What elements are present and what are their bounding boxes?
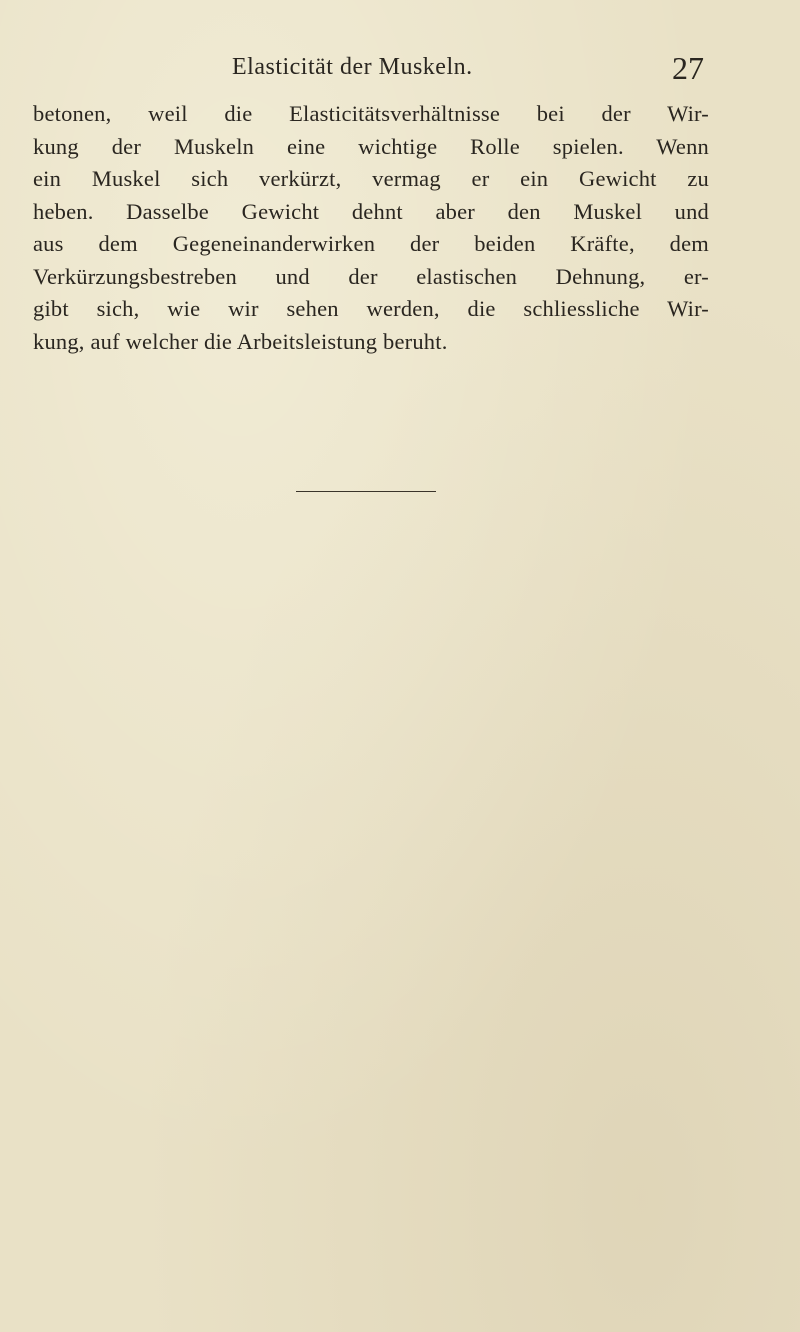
text-line: betonen, weil die Elasticitätsverhältnisse bei der Wir- (33, 101, 709, 126)
section-divider (296, 491, 436, 492)
page-number: 27 (672, 50, 704, 86)
running-header (0, 50, 800, 90)
text-line: heben. Dasselbe Gewicht dehnt aber den Muskel und (33, 198, 709, 224)
text-line: gibt sich, wie wir sehen werden, die schliessliche Wir- (33, 296, 709, 321)
text-line: ein Muskel sich verkürzt, vermag er ein Gewicht zu (33, 166, 709, 191)
text-line: kung der Muskeln eine wichtige Rolle spielen. Wenn (33, 133, 709, 159)
running-title: Elasticität der Muskeln. (232, 54, 473, 80)
text-line: Verkürzungsbestreben und der elastischen Dehnung, er- (33, 263, 709, 289)
text-line: kung, auf welcher die Arbeitsleistung beruht. (33, 328, 448, 354)
text-line: aus dem Gegeneinanderwirken der beiden Kräfte, dem (33, 231, 709, 256)
paragraph (33, 98, 709, 358)
